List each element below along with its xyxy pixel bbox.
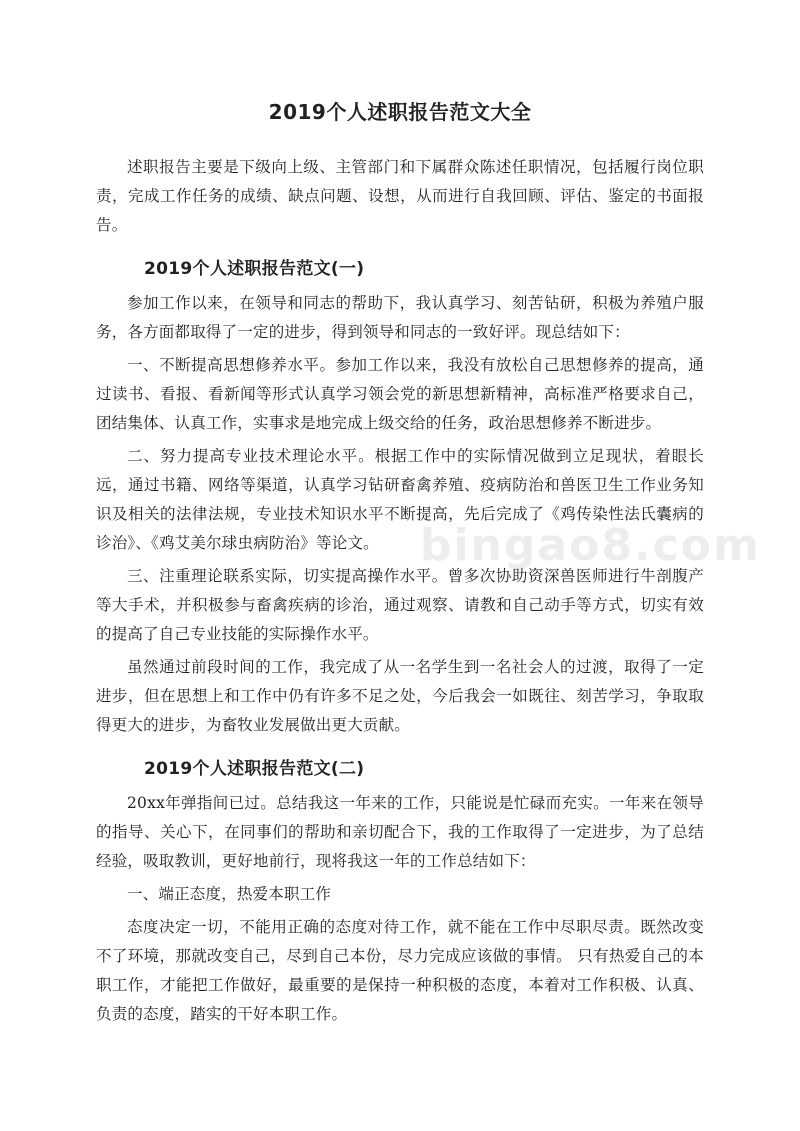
- section-heading-1: 2019个人述职报告范文(一): [144, 259, 365, 279]
- intro-paragraph: 述职报告主要是下级向上级、主管部门和下属群众陈述任职情况，包括履行岗位职责，完成工作任务的成绩、缺点问题、设想，从而进行自我回顾、评估、鉴定的书面报告。: [96, 158, 704, 234]
- section-heading-2: 2019个人述职报告范文(二): [144, 759, 365, 779]
- section1-paragraph-4: 三、注重理论联系实际，切实提高操作水平。曾多次协助资深兽医师进行牛剖腹产等大手术，并积极参与畜禽疾病的诊治，通过观察、请教和自己动手等方式，切实有效的提高了自己专业技能的实际操作水平。: [96, 567, 704, 643]
- watermark: bingao8.com: [420, 520, 761, 571]
- section1-paragraph-3: 二、努力提高专业技术理论水平。根据工作中的实际情况做到立足现状，着眼长远，通过书籍、网络等渠道，认真学习钻研畜禽养殖、疫病防治和兽医卫生工作业务知识及相关的法律法规，专业技术知识水平不断提高，先后完成了《鸡传染性法氏囊病的诊治》、《鸡艾美尔球虫病防治》等论文。: [96, 447, 704, 552]
- section2-paragraph-2: 一、端正态度，热爱本职工作: [127, 885, 332, 903]
- section1-paragraph-1: 参加工作以来，在领导和同志的帮助下，我认真学习、刻苦钻研，积极为养殖户服务，各方面都取得了一定的进步，得到领导和同志的一致好评。现总结如下：: [96, 294, 704, 341]
- section2-paragraph-1: 20xx年弹指间已过。总结我这一年来的工作，只能说是忙碌而充实。一年来在领导的指导、关心下，在同事们的帮助和亲切配合下，我的工作取得了一定进步，为了总结经验，吸取教训，更好地前行，现将我这一年的工作总结如下：: [96, 794, 704, 870]
- section1-paragraph-5: 虽然通过前段时间的工作，我完成了从一名学生到一名社会人的过渡，取得了一定进步，但在思想上和工作中仍有许多不足之处，今后我会一如既往、刻苦学习，争取取得更大的进步，为畜牧业发展做出更大贡献。: [96, 658, 704, 734]
- section1-paragraph-2: 一、不断提高思想修养水平。参加工作以来，我没有放松自己思想修养的提高，通过读书、看报、看新闻等形式认真学习领会党的新思想新精神，高标准严格要求自己，团结集体、认真工作，实事求是地完成上级交给的任务，政治思想修养不断进步。: [96, 356, 704, 432]
- document-title: 2019个人述职报告范文大全: [268, 100, 532, 124]
- section2-paragraph-3: 态度决定一切，不能用正确的态度对待工作，就不能在工作中尽职尽责。既然改变不了环境，那就改变自己，尽到自己本份，尽力完成应该做的事情。 只有热爱自己的本职工作，才能把工作做好，最重要的是保持一种积极的态度，本着对工作积极、认真、负责的态度，踏实的干好本职工作。: [96, 918, 704, 1023]
